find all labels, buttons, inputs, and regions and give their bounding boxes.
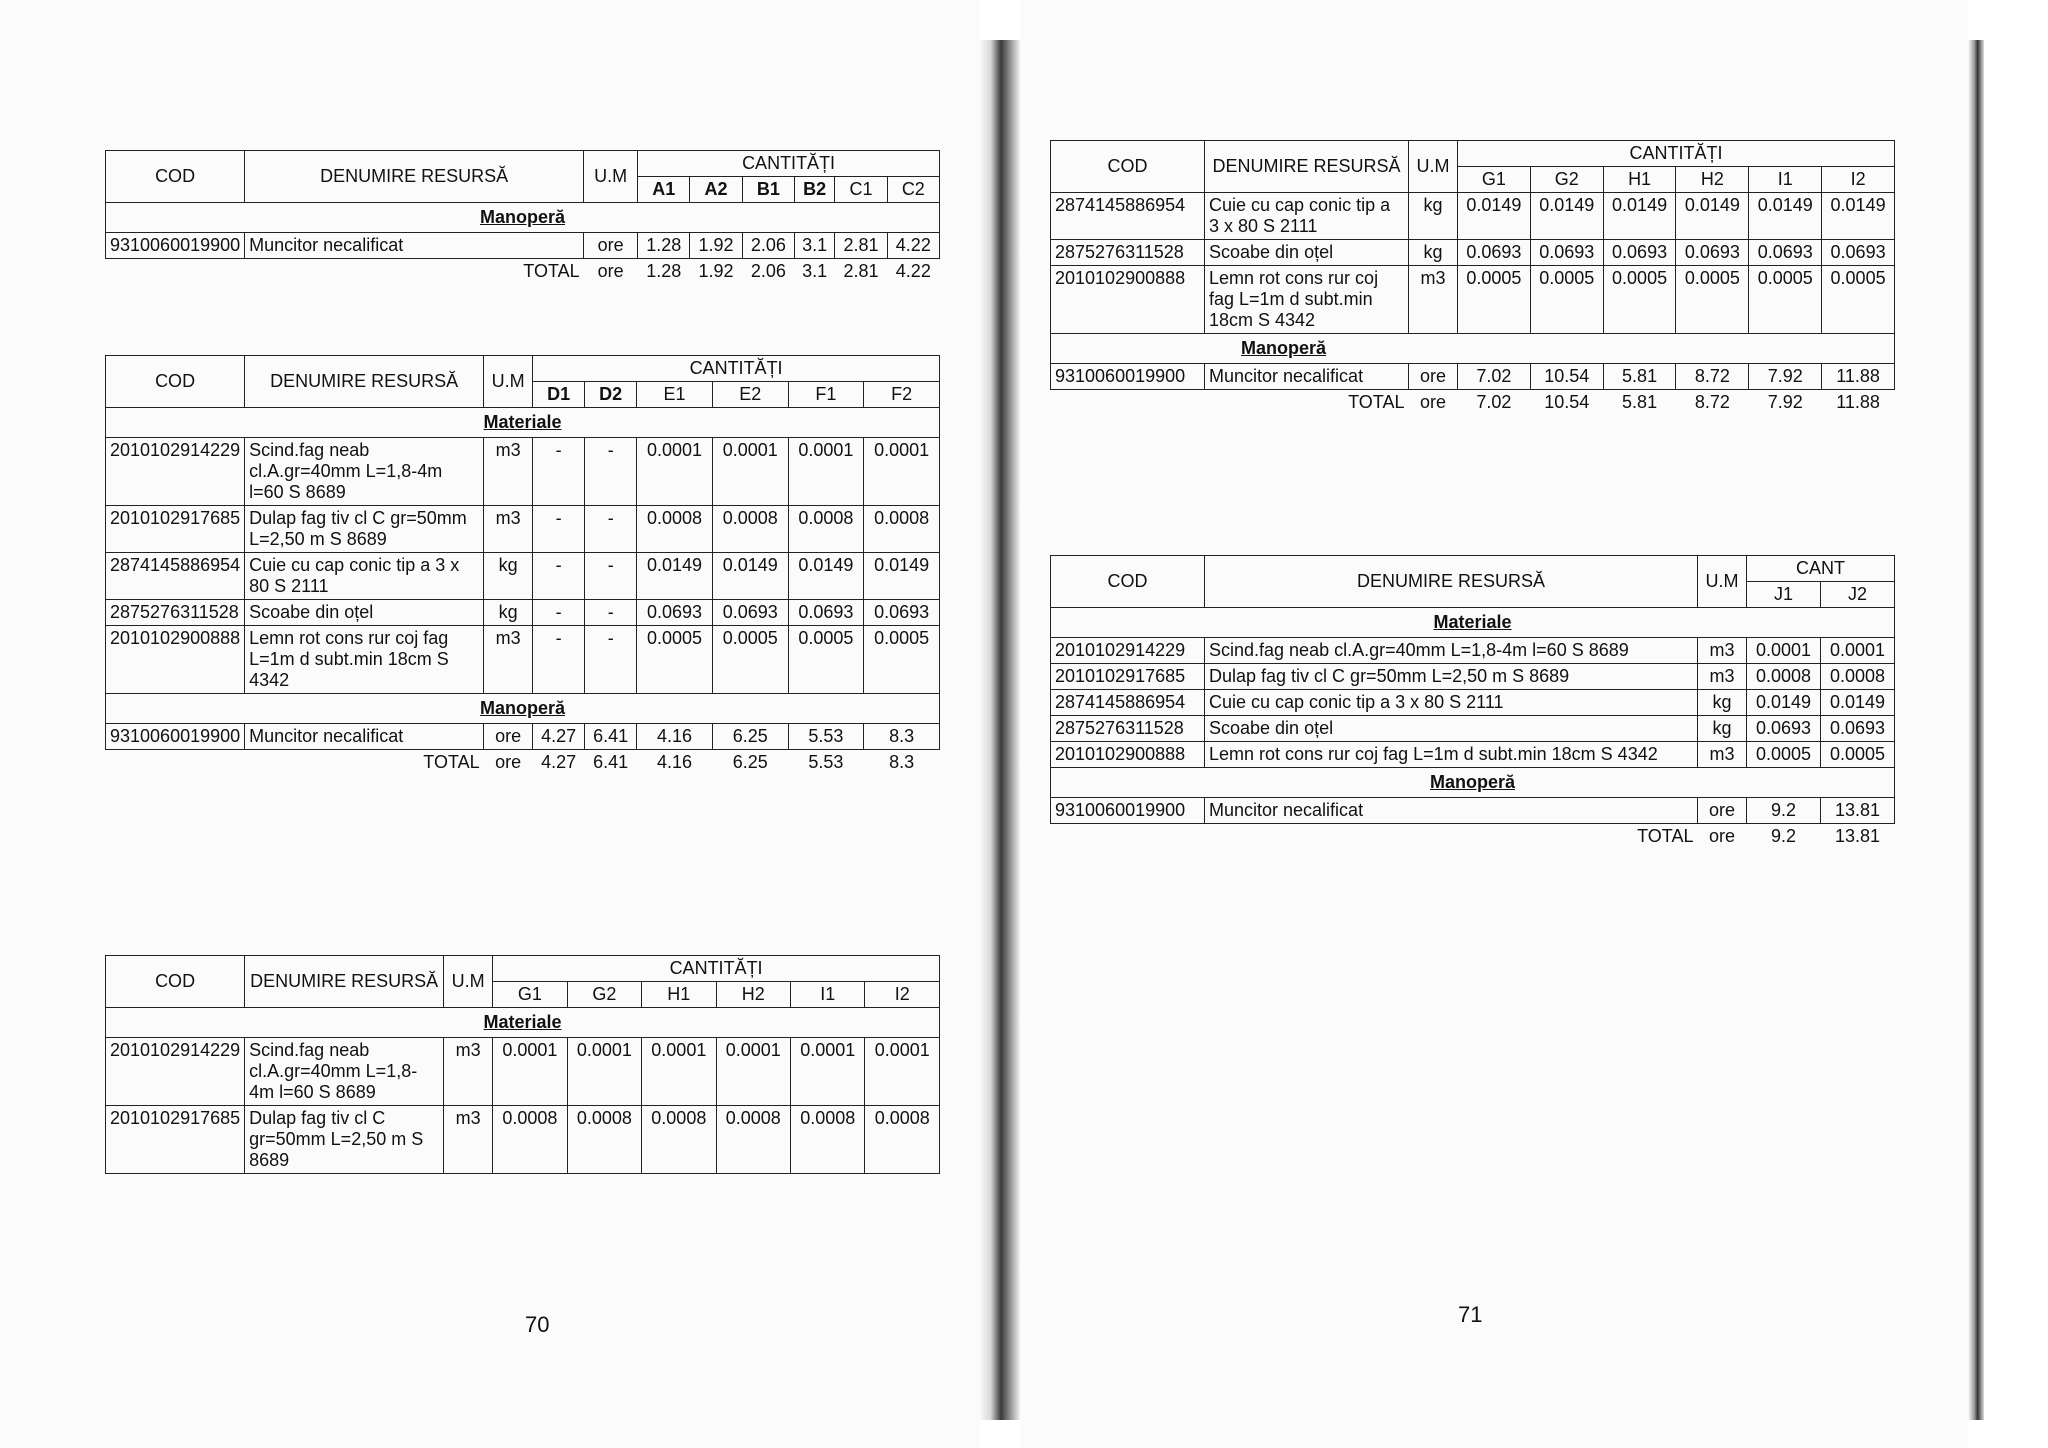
cell-um: m3 [484,626,533,694]
cell-cod: 2010102900888 [106,626,245,694]
cell-um: m3 [1698,742,1747,768]
col-header-name: DENUMIRE RESURSĂ [245,151,584,203]
cell-name: Scoabe din oțel [1205,240,1409,266]
cell-value: 0.0149 [712,553,788,600]
cell-value: 0.0008 [712,506,788,553]
cell-value: 0.0008 [716,1106,790,1174]
total-value: 13.81 [1834,826,1881,846]
cell-value: 0.0008 [493,1106,567,1174]
cell-value: - [585,438,637,506]
table-row [1051,193,1895,240]
cell-value: - [533,553,585,600]
cell-value: 0.0693 [1530,240,1603,266]
left-table-1 [105,150,940,284]
col-header-group: CANTITĂȚI [493,956,940,982]
cell-cod: 2010102917685 [1051,664,1205,690]
section-title-manopera: Manoperă [1051,768,1895,798]
cell-value: 0.0008 [637,506,713,553]
cell-value: 0.0149 [637,553,713,600]
table-row [106,553,940,600]
col-header: B1 [742,177,794,203]
page-number-right: 71 [1458,1302,1483,1327]
cell-value: 0.0693 [1603,240,1676,266]
cell-value: 0.0001 [637,438,713,506]
total-um: ore [597,261,624,281]
col-header-um: U.M [1698,556,1747,608]
section-row [1051,608,1895,638]
col-header: B2 [794,177,834,203]
col-header-group: CANTITĂȚI [638,151,940,177]
cell-cod: 2010102914229 [1051,638,1205,664]
table-row [106,626,940,694]
cell-value: 0.0008 [864,506,940,553]
total-um: ore [1419,392,1446,412]
cell-um: m3 [1698,638,1747,664]
cell-um: m3 [444,1106,493,1174]
cell-cod: 2010102900888 [1051,742,1205,768]
total-row [106,259,940,285]
cell-value: 0.0149 [1747,690,1821,716]
cell-value: 0.0005 [1603,266,1676,334]
col-header-group: CANTITĂȚI [533,356,940,382]
cell-value: 0.0008 [567,1106,641,1174]
total-value: 5.53 [808,752,844,772]
cell-value: 6.25 [712,724,788,750]
cell-cod: 2875276311528 [1051,716,1205,742]
section-row [1051,334,1895,364]
cell-value: 0.0693 [1749,240,1822,266]
cell-value: 5.81 [1603,364,1676,390]
col-header: J1 [1747,582,1821,608]
cell-value: 1.92 [690,233,742,259]
cell-value: 0.0693 [788,600,864,626]
col-header-cod: COD [106,151,245,203]
col-header-name: DENUMIRE RESURSĂ [245,356,484,408]
cell-value: 5.53 [788,724,864,750]
cell-value: 0.0149 [1530,193,1603,240]
cell-name: Lemn rot cons rur coj fag L=1m d subt.min 18cm S 4342 [1205,742,1698,768]
cell-value: 0.0001 [1747,638,1821,664]
cell-value: 0.0693 [1822,240,1895,266]
table-header-row [106,956,940,982]
section-row [106,1008,940,1038]
total-row [1051,390,1895,416]
cell-name: Scoabe din oțel [245,600,484,626]
col-header: I2 [865,982,940,1008]
col-header: H1 [1603,167,1676,193]
section-title-manopera: Manoperă [106,203,940,233]
cell-value: 0.0005 [1822,266,1895,334]
cell-cod: 9310060019900 [106,724,245,750]
total-value: 3.1 [802,261,828,281]
col-header-group: CANT [1747,556,1895,582]
total-value: 1.92 [698,261,734,281]
table-header-row [1051,141,1895,167]
cell-um: kg [1698,690,1747,716]
table-row [1051,716,1895,742]
cell-cod: 2874145886954 [106,553,245,600]
cell-value: 0.0149 [1749,193,1822,240]
cell-value: 0.0001 [788,438,864,506]
col-header: D1 [533,382,585,408]
total-value: 4.27 [541,752,577,772]
cell-value: 0.0005 [1530,266,1603,334]
cell-value: - [585,553,637,600]
cell-cod: 2010102914229 [106,1038,245,1106]
cell-value: 0.0693 [637,600,713,626]
cell-value: 0.0001 [712,438,788,506]
total-value: 2.06 [750,261,786,281]
cell-um: m3 [484,438,533,506]
section-title-materiale: Materiale [106,1008,940,1038]
cell-value: 2.81 [835,233,887,259]
table-row [1051,690,1895,716]
cell-um: ore [584,233,638,259]
cell-name: Muncitor necalificat [1205,364,1409,390]
cell-value: 0.0008 [1821,664,1895,690]
cell-value: 0.0005 [1676,266,1749,334]
cell-value: - [533,506,585,553]
cell-value: - [533,626,585,694]
cell-value: 0.0008 [865,1106,940,1174]
cell-value: 0.0149 [1603,193,1676,240]
col-header: I1 [1749,167,1822,193]
section-title-manopera: Manoperă [1051,334,1895,364]
cell-value: 6.41 [585,724,637,750]
cell-value: 0.0005 [788,626,864,694]
table-row [1051,664,1895,690]
col-header-cod: COD [1051,556,1205,608]
cell-value: 10.54 [1530,364,1603,390]
cell-cod: 9310060019900 [1051,798,1205,824]
col-header: F2 [864,382,940,408]
table-row [106,600,940,626]
table-row [106,724,940,750]
total-label: TOTAL [523,261,580,281]
cell-name: Cuie cu cap conic tip a 3 x 80 S 2111 [245,553,484,600]
col-header: A2 [690,177,742,203]
col-header-cod: COD [1051,141,1205,193]
cell-name: Muncitor necalificat [245,233,584,259]
total-value: 4.22 [895,261,931,281]
table-row [106,438,940,506]
cell-value: 0.0005 [1821,742,1895,768]
total-value: 8.3 [889,752,915,772]
total-row [106,750,940,776]
total-value: 4.16 [657,752,693,772]
cell-um: m3 [484,506,533,553]
cell-value: 0.0005 [1747,742,1821,768]
cell-value: 7.92 [1749,364,1822,390]
cell-value: 1.28 [638,233,690,259]
total-value: 6.41 [593,752,629,772]
cell-value: 11.88 [1822,364,1895,390]
cell-value: 0.0008 [1747,664,1821,690]
cell-um: ore [1698,798,1747,824]
table-header-row [106,356,940,382]
col-header: G2 [1530,167,1603,193]
col-header-name: DENUMIRE RESURSĂ [1205,141,1409,193]
col-header: H1 [642,982,716,1008]
section-row [1051,768,1895,798]
col-header: D2 [585,382,637,408]
cell-value: 0.0693 [1676,240,1749,266]
cell-cod: 9310060019900 [1051,364,1205,390]
left-table-2 [105,355,940,775]
cell-value: 0.0005 [864,626,940,694]
left-table-3 [105,955,940,1174]
cell-name: Scind.fag neab cl.A.gr=40mm L=1,8-4m l=60 S 8689 [245,438,484,506]
total-label: TOTAL [423,752,480,772]
cell-cod: 2874145886954 [1051,690,1205,716]
total-value: 10.54 [1544,392,1590,412]
col-header-um: U.M [444,956,493,1008]
cell-value: 0.0001 [716,1038,790,1106]
table-row [106,1106,940,1174]
cell-cod: 2010102914229 [106,438,245,506]
cell-value: 4.22 [887,233,939,259]
book-spine [978,40,1020,1420]
cell-value: - [533,600,585,626]
cell-value: 0.0001 [865,1038,940,1106]
cell-value: 0.0149 [1822,193,1895,240]
right-table-1 [1050,140,1895,415]
cell-value: - [585,506,637,553]
cell-cod: 2874145886954 [1051,193,1205,240]
section-row [106,203,940,233]
cell-value: 0.0001 [567,1038,641,1106]
cell-value: 0.0149 [1458,193,1531,240]
col-header-um: U.M [1409,141,1458,193]
cell-value: 0.0008 [642,1106,716,1174]
cell-value: 3.1 [794,233,834,259]
col-header: F1 [788,382,864,408]
section-title-materiale: Materiale [106,408,940,438]
cell-value: 13.81 [1821,798,1895,824]
total-value: 5.81 [1622,392,1658,412]
cell-value: 0.0008 [791,1106,865,1174]
total-um: ore [495,752,522,772]
cell-name: Lemn rot cons rur coj fag L=1m d subt.min 18cm S 4342 [245,626,484,694]
cell-um: kg [484,600,533,626]
cell-value: 0.0001 [1821,638,1895,664]
cell-name: Lemn rot cons rur coj fag L=1m d subt.min 18cm S 4342 [1205,266,1409,334]
cell-um: ore [484,724,533,750]
cell-name: Cuie cu cap conic tip a 3 x 80 S 2111 [1205,690,1698,716]
cell-name: Scoabe din oțel [1205,716,1698,742]
cell-value: 4.27 [533,724,585,750]
section-title-manopera: Manoperă [106,694,940,724]
col-header: H2 [716,982,790,1008]
col-header: C2 [887,177,939,203]
table-row [1051,364,1895,390]
total-value: 6.25 [732,752,768,772]
col-header-name: DENUMIRE RESURSĂ [245,956,444,1008]
cell-value: 0.0693 [712,600,788,626]
cell-value: 0.0001 [864,438,940,506]
cell-um: m3 [444,1038,493,1106]
col-header: A1 [638,177,690,203]
table-header-row [106,151,940,177]
cell-um: ore [1409,364,1458,390]
table-header-row [1051,556,1895,582]
cell-value: 0.0001 [791,1038,865,1106]
total-label: TOTAL [1637,826,1694,846]
table-row [106,1038,940,1106]
section-row [106,408,940,438]
cell-value: - [533,438,585,506]
col-header-um: U.M [484,356,533,408]
col-header: E2 [712,382,788,408]
cell-name: Muncitor necalificat [245,724,484,750]
total-value: 9.2 [1770,826,1797,846]
cell-um: m3 [1698,664,1747,690]
cell-value: 4.16 [637,724,713,750]
table-row [1051,798,1895,824]
col-header: G1 [493,982,567,1008]
cell-value: 0.0005 [712,626,788,694]
cell-value: 0.0693 [1747,716,1821,742]
cell-value: 2.06 [742,233,794,259]
cell-um: kg [484,553,533,600]
cell-value: 7.02 [1458,364,1531,390]
cell-value: 0.0149 [1676,193,1749,240]
cell-cod: 2010102900888 [1051,266,1205,334]
col-header: C1 [835,177,887,203]
cell-um: kg [1698,716,1747,742]
cell-value: 8.3 [864,724,940,750]
col-header-name: DENUMIRE RESURSĂ [1205,556,1698,608]
cell-value: 0.0149 [788,553,864,600]
table-row [106,506,940,553]
total-um: ore [1708,826,1735,846]
col-header-cod: COD [106,956,245,1008]
cell-value: 0.0005 [1458,266,1531,334]
cell-name: Dulap fag tiv cl C gr=50mm L=2,50 m S 8689 [1205,664,1698,690]
cell-name: Dulap fag tiv cl C gr=50mm L=2,50 m S 8689 [245,506,484,553]
total-value: 7.92 [1767,392,1803,412]
total-value: 1.28 [646,261,682,281]
right-table-2 [1050,555,1895,849]
col-header: I1 [791,982,865,1008]
cell-cod: 2875276311528 [1051,240,1205,266]
col-header: I2 [1822,167,1895,193]
cell-value: 9.2 [1747,798,1821,824]
section-row [106,694,940,724]
cell-um: kg [1409,193,1458,240]
col-header-group: CANTITĂȚI [1458,141,1895,167]
total-value: 11.88 [1836,392,1880,412]
cell-um: m3 [1409,266,1458,334]
cell-value: - [585,600,637,626]
col-header: H2 [1676,167,1749,193]
cell-value: 0.0001 [642,1038,716,1106]
cell-value: 0.0693 [1821,716,1895,742]
cell-name: Dulap fag tiv cl C gr=50mm L=2,50 m S 8689 [245,1106,444,1174]
cell-value: 8.72 [1676,364,1749,390]
total-value: 8.72 [1694,392,1730,412]
cell-name: Scind.fag neab cl.A.gr=40mm L=1,8-4m l=60 S 8689 [245,1038,444,1106]
total-row [1051,824,1895,850]
cell-value: - [585,626,637,694]
total-value: 2.81 [843,261,879,281]
page-number-left: 70 [525,1312,550,1337]
cell-name: Scind.fag neab cl.A.gr=40mm L=1,8-4m l=60 S 8689 [1205,638,1698,664]
cell-name: Muncitor necalificat [1205,798,1698,824]
cell-value: 0.0005 [637,626,713,694]
cell-value: 0.0005 [1749,266,1822,334]
table-row [1051,742,1895,768]
total-value: 7.02 [1476,392,1512,412]
col-header: G1 [1458,167,1531,193]
section-title-materiale: Materiale [1051,608,1895,638]
cell-cod: 2875276311528 [106,600,245,626]
cell-value: 0.0693 [1458,240,1531,266]
col-header: J2 [1821,582,1895,608]
cell-value: 0.0001 [493,1038,567,1106]
col-header-cod: COD [106,356,245,408]
cell-cod: 9310060019900 [106,233,245,259]
cell-name: Cuie cu cap conic tip a 3 x 80 S 2111 [1205,193,1409,240]
cell-um: kg [1409,240,1458,266]
table-row [106,233,940,259]
cell-value: 0.0149 [864,553,940,600]
table-row [1051,240,1895,266]
table-row [1051,638,1895,664]
cell-value: 0.0149 [1821,690,1895,716]
table-row [1051,266,1895,334]
cell-cod: 2010102917685 [106,506,245,553]
col-header-um: U.M [584,151,638,203]
cell-value: 0.0008 [788,506,864,553]
col-header: G2 [567,982,641,1008]
total-label: TOTAL [1348,392,1405,412]
cell-value: 0.0693 [864,600,940,626]
page-edge [1968,40,1984,1420]
col-header: E1 [637,382,713,408]
cell-cod: 2010102917685 [106,1106,245,1174]
